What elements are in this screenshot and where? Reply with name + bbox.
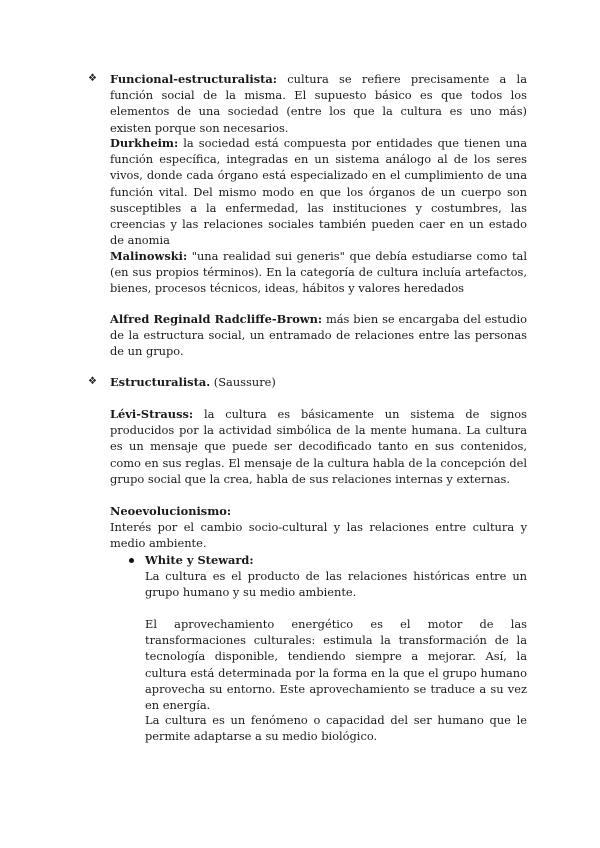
text-levi-strauss: la cultura es básicamente un sistema de signos producidos por la actividad simbólica de la mente humana. La cultura es un mensaje que puede ser decodificado tanto en sus contenidos, como en sus reglas. El mensaje de la cultura habla de la concepción del grupo social que la crea, habla de sus relaciones internas y externas. (110, 407, 527, 486)
text-durkheim: la sociedad está compuesta por entidades que tienen una función específica, integradas en un sistema análogo al de los seres vivos, donde cada órgano está especializado en el cumplimiento de una función vital. Del mismo modo en que los órganos de un cuerpo son susceptibles a la enfermedad, las instituciones y costumbres, las creencias y las relaciones sociales también pueden caer en un estado de anomia (110, 136, 527, 248)
heading-neoevolucionismo (110, 503, 527, 519)
paragraph-malinowski (110, 248, 527, 297)
paragraph-radcliffe (110, 311, 527, 360)
heading-white-steward (145, 552, 527, 568)
paragraph-white-1: La cultura es el producto de las relaciones históricas entre un grupo humano y su medio ambiente. (145, 569, 527, 600)
term-levi-strauss: Lévi-Strauss: (110, 407, 194, 421)
round-bullet-icon (129, 558, 134, 563)
paragraph-white-3: La cultura es un fenómeno o capacidad del ser humano que le permite adaptarse a su medio biológico. (145, 713, 527, 744)
paragraph-estructuralista (110, 374, 527, 390)
diamond-bullet-icon: ❖ (88, 376, 97, 387)
term-funcional: Funcional-estructuralista: (110, 72, 278, 86)
term-white-steward: White y Steward: (145, 553, 254, 567)
term-neoevolucionismo: Neoevolucionismo: (110, 504, 232, 518)
paragraph-funcional (110, 71, 527, 136)
paragraph-white-2: El aprovechamiento energético es el motor de las transformaciones culturales: estimula la transformación de la tecnología disponible, tendiendo siempre a mejorar. Así, la cultura está determinada por la forma en la que el grupo humano aprovecha su entorno. Este aprovechamiento se traduce a su vez en energía. (145, 617, 527, 713)
term-estructuralista: Estructuralista. (110, 375, 211, 389)
paragraph-neoevolucionismo: Interés por el cambio socio-cultural y las relaciones entre cultura y medio ambiente. (110, 520, 527, 551)
diamond-bullet-icon: ❖ (88, 73, 97, 84)
text-malinowski: "una realidad sui generis" que debía estudiarse como tal (en sus propios términos). En la categoría de cultura incluía artefactos, bienes, procesos técnicos, ideas, hábitos y valores heredados (110, 249, 527, 296)
term-malinowski: Malinowski: (110, 249, 188, 263)
text-radcliffe: más bien se encargaba del estudio de la estructura social, un entramado de relaciones entre las personas de un grupo. (110, 312, 527, 359)
term-durkheim: Durkheim: (110, 136, 179, 150)
text-funcional: cultura se refiere precisamente a la función social de la misma. El supuesto básico es que todos los elementos de una sociedad (entre los que la cultura es uno más) existen porque son necesarios. (110, 72, 527, 135)
text-estructuralista: (Saussure) (210, 375, 276, 389)
paragraph-durkheim (110, 135, 527, 248)
term-radcliffe: Alfred Reginald Radcliffe-Brown: (110, 312, 323, 326)
paragraph-levi-strauss (110, 406, 527, 487)
